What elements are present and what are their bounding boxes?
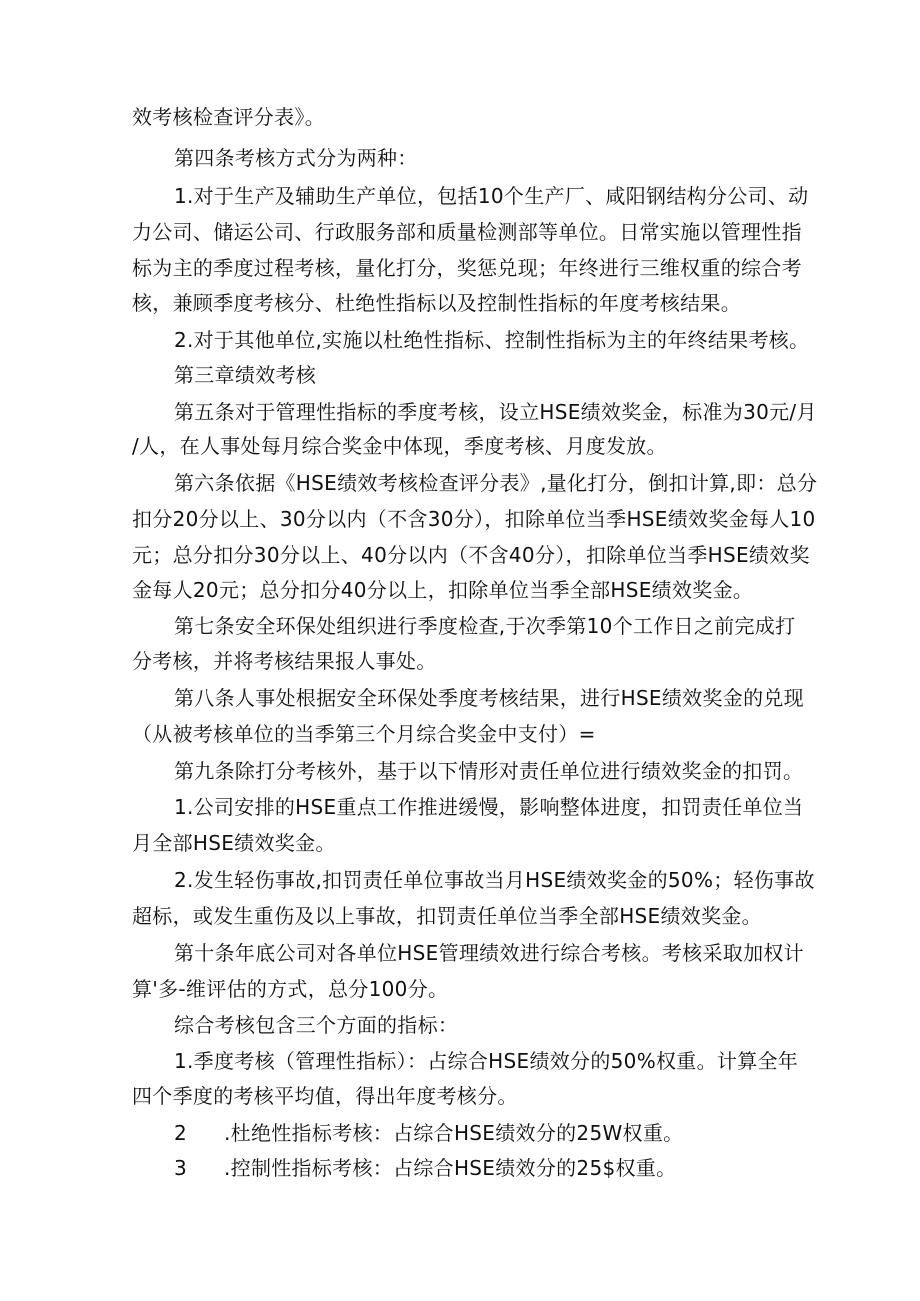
text-line: 月全部HSE绩效奖金。 bbox=[132, 831, 336, 855]
text-line: （从被考核单位的当季第三个月综合奖金中支付）= bbox=[132, 722, 596, 746]
text-line: 元；总分扣分30分以上、40分以内（不含40分），扣除单位当季HSE绩效奖 bbox=[132, 543, 810, 567]
text-line: 1.对于生产及辅助生产单位，包括10个生产厂、咸阳钢结构分公司、动 bbox=[174, 184, 809, 208]
text-line: 2.对于其他单位,实施以杜绝性指标、控制性指标为主的年终结果考核。 bbox=[174, 328, 810, 352]
text-line: 综合考核包含三个方面的指标： bbox=[174, 1013, 459, 1037]
text-line: 效考核检查评分表》。 bbox=[132, 105, 325, 129]
article-4-heading: 第四条考核方式分为两种： bbox=[174, 146, 418, 170]
text-line: 核，兼顾季度考核分、杜绝性指标以及控制性指标的年度考核结果。 bbox=[132, 291, 741, 315]
text-line: 算'多-维评估的方式，总分100分。 bbox=[132, 977, 449, 1001]
text-line: 分考核，并将考核结果报人事处。 bbox=[132, 649, 437, 673]
article-7: 第七条安全环保处组织进行季度检查,于次季第10个工作日之前完成打 bbox=[174, 614, 796, 638]
text-line: 1.公司安排的HSE重点工作推进缓慢，影响整体进度，扣罚责任单位当 bbox=[174, 795, 804, 819]
list-item-number: 3 bbox=[174, 1156, 188, 1180]
list-item-text: .控制性指标考核：占综合HSE绩效分的25$权重。 bbox=[224, 1156, 677, 1180]
chapter-3-heading: 第三章绩效考核 bbox=[174, 363, 317, 387]
text-line: 标为主的季度过程考核，量化打分，奖惩兑现；年终进行三维权重的综合考 bbox=[132, 256, 802, 280]
article-8: 第八条人事处根据安全环保处季度考核结果，进行HSE绩效奖金的兑现 bbox=[174, 686, 804, 710]
article-9: 第九条除打分考核外，基于以下情形对责任单位进行绩效奖金的扣罚。 bbox=[174, 759, 804, 783]
text-line: 力公司、储运公司、行政服务部和质量检测部等单位。日常实施以管理性指 bbox=[132, 220, 802, 244]
article-5: 第五条对于管理性指标的季度考核，设立HSE绩效奖金，标准为30元/月 bbox=[174, 400, 817, 424]
text-line: /人，在人事处每月综合奖金中体现，季度考核、月度发放。 bbox=[132, 434, 667, 458]
list-item-2 bbox=[174, 1119, 920, 1147]
text-line: 2.发生轻伤事故,扣罚责任单位事故当月HSE绩效奖金的50%；轻伤事故 bbox=[174, 868, 815, 892]
text-line: 超标，或发生重伤及以上事故，扣罚责任单位当季全部HSE绩效奖金。 bbox=[132, 904, 762, 928]
text-line: 1.季度考核（管理性指标）：占综合HSE绩效分的50%权重。计算全年 bbox=[174, 1049, 799, 1073]
text-line: 扣分20分以上、30分以内（不含30分），扣除单位当季HSE绩效奖金每人10 bbox=[132, 507, 816, 531]
list-item-3 bbox=[174, 1154, 920, 1182]
list-item-text: .杜绝性指标考核：占综合HSE绩效分的25W权重。 bbox=[224, 1121, 684, 1145]
text-line: 四个季度的考核平均值，得出年度考核分。 bbox=[132, 1084, 518, 1108]
text-line: 金每人20元；总分扣分40分以上，扣除单位当季全部HSE绩效奖金。 bbox=[132, 578, 754, 602]
article-6: 第六条依据《HSE绩效考核检查评分表》,量化打分，倒扣计算,即：总分 bbox=[174, 471, 818, 495]
article-10: 第十条年底公司对各单位HSE管理绩效进行综合考核。考核采取加权计 bbox=[174, 941, 804, 965]
list-item-number: 2 bbox=[174, 1121, 188, 1145]
